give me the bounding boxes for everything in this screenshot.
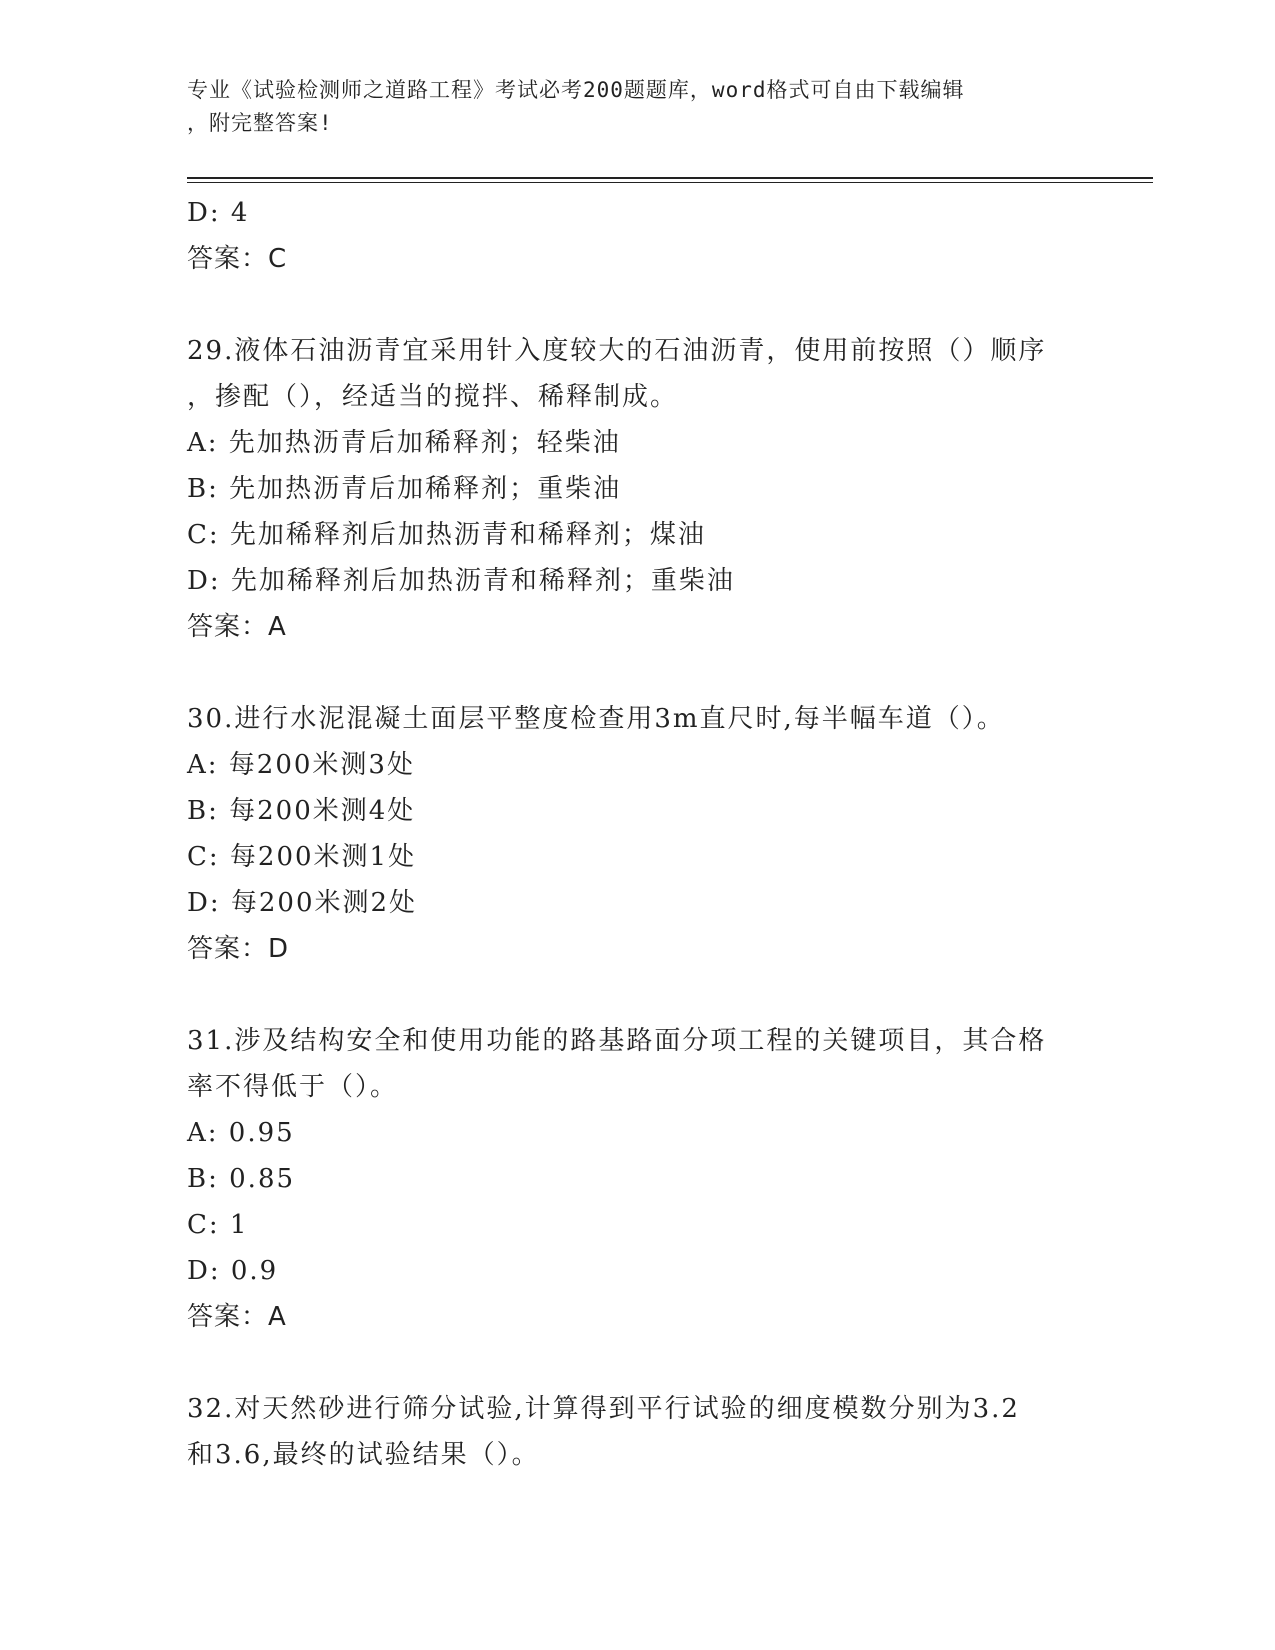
spacer: [187, 1340, 1087, 1386]
question-28-tail: [187, 190, 1087, 282]
question-text-cont: 率不得低于（）。: [187, 1072, 399, 1102]
header-divider-thin: [187, 182, 1153, 183]
option-a: A: 每200米测3处: [187, 750, 415, 780]
option-d: D: 0.9: [187, 1256, 279, 1286]
option-a: A: 0.95: [187, 1118, 295, 1148]
option-a: A: 先加热沥青后加稀释剂；轻柴油: [187, 428, 621, 458]
option-c: C: 每200米测1处: [187, 842, 417, 872]
question-list: [187, 190, 1087, 1478]
answer-line: 答案：A: [187, 612, 287, 642]
header-line-1: 专业《试验检测师之道路工程》考试必考200题题库，word格式可自由下载编辑: [187, 78, 965, 102]
option-b: B: 0.85: [187, 1164, 296, 1194]
option-d: D: 每200米测2处: [187, 888, 418, 918]
question-32: [187, 1386, 1087, 1478]
answer-line: 答案：D: [187, 934, 290, 964]
question-text: 30.进行水泥混凝土面层平整度检查用3m直尺时,每半幅车道（）。: [187, 704, 1005, 734]
spacer: [187, 650, 1087, 696]
question-text: 29.液体石油沥青宜采用针入度较大的石油沥青，使用前按照（）顺序: [187, 336, 1047, 366]
header-divider-thick: [187, 177, 1153, 179]
question-text: 31.涉及结构安全和使用功能的路基路面分项工程的关键项目，其合格: [187, 1026, 1047, 1056]
option-d: D: 先加稀释剂后加热沥青和稀释剂；重柴油: [187, 566, 735, 596]
option-c: C: 1: [187, 1210, 249, 1240]
question-31: [187, 1018, 1087, 1340]
option-b: B: 先加热沥青后加稀释剂；重柴油: [187, 474, 622, 504]
spacer: [187, 282, 1087, 328]
option-c: C: 先加稀释剂后加热沥青和稀释剂；煤油: [187, 520, 706, 550]
option-b: B: 每200米测4处: [187, 796, 416, 826]
option-d: D: 4: [187, 198, 250, 228]
answer-line: 答案：C: [187, 244, 288, 274]
question-29: [187, 328, 1087, 650]
spacer: [187, 972, 1087, 1018]
header-line-2: ，附完整答案!: [187, 111, 333, 135]
question-text: 32.对天然砂进行筛分试验,计算得到平行试验的细度模数分别为3.2: [187, 1394, 1020, 1424]
document-header: [187, 74, 1067, 140]
question-30: [187, 696, 1087, 972]
question-text-cont: ，掺配（），经适当的搅拌、稀释制成。: [187, 382, 679, 412]
answer-line: 答案：A: [187, 1302, 287, 1332]
question-text-cont: 和3.6,最终的试验结果（）。: [187, 1440, 540, 1470]
